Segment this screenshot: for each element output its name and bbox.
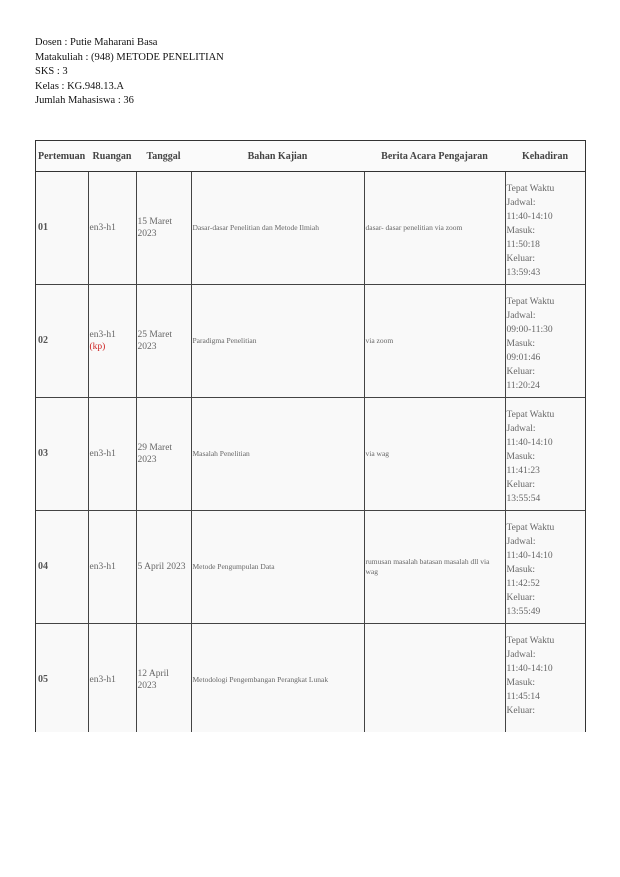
kelas-label: Kelas : KG.948.13.A — [35, 80, 124, 92]
kehadiran-line: 13:59:43 — [506, 268, 541, 278]
kehadiran-line: Tepat Waktu — [506, 410, 555, 420]
berita-acara-cell — [364, 624, 505, 733]
table-header-row — [36, 141, 585, 172]
kehadiran-line: 13:55:54 — [506, 494, 541, 504]
kehadiran-line: Masuk: — [506, 678, 535, 688]
kehadiran-line: Jadwal: — [506, 537, 536, 547]
kehadiran-line: 11:40-14:10 — [506, 664, 553, 674]
col-header-tanggal: Tanggal — [136, 141, 191, 172]
pertemuan-cell: 05 — [36, 624, 88, 733]
kehadiran-line: Masuk: — [506, 452, 535, 462]
attendance-table-container — [35, 140, 586, 732]
bahan-kajian-cell: Metode Pengumpulan Data — [191, 511, 364, 624]
kehadiran-cell — [505, 511, 585, 624]
kehadiran-line: Jadwal: — [506, 650, 536, 660]
berita-acara-cell: via zoom — [364, 285, 505, 398]
table-row — [36, 172, 585, 285]
kehadiran-line: Jadwal: — [506, 198, 536, 208]
ruangan-note: (kp) — [89, 342, 106, 352]
kehadiran-line: 11:40-14:10 — [506, 551, 553, 561]
ruangan-value: en3-h1 — [89, 449, 116, 459]
kehadiran-cell — [505, 398, 585, 511]
ruangan-value: en3-h1 — [89, 223, 116, 233]
bahan-kajian-cell: Dasar-dasar Penelitian dan Metode Ilmiah — [191, 172, 364, 285]
col-header-bahan-kajian: Bahan Kajian — [191, 141, 364, 172]
pertemuan-cell: 02 — [36, 285, 88, 398]
kehadiran-line: Keluar: — [506, 593, 535, 603]
kehadiran-line: Keluar: — [506, 367, 535, 377]
kehadiran-line: 11:50:18 — [506, 240, 540, 250]
ruangan-value: en3-h1 — [89, 330, 116, 340]
kehadiran-line: Masuk: — [506, 565, 535, 575]
kehadiran-line: Jadwal: — [506, 424, 536, 434]
ruangan-cell — [88, 172, 136, 285]
kehadiran-line: 13:55:49 — [506, 607, 541, 617]
kehadiran-line: 11:41:23 — [506, 466, 540, 476]
kehadiran-line: 11:40-14:10 — [506, 212, 553, 222]
kehadiran-line: 11:20:24 — [506, 381, 540, 391]
kehadiran-line: Keluar: — [506, 480, 535, 490]
attendance-table — [36, 141, 585, 732]
kehadiran-line: Jadwal: — [506, 311, 536, 321]
berita-acara-cell: via wag — [364, 398, 505, 511]
table-row — [36, 285, 585, 398]
bahan-kajian-cell: Masalah Penelitian — [191, 398, 364, 511]
kehadiran-line: Keluar: — [506, 254, 535, 264]
table-row — [36, 624, 585, 733]
col-header-kehadiran: Kehadiran — [505, 141, 585, 172]
kehadiran-line: Masuk: — [506, 339, 535, 349]
kehadiran-line: Tepat Waktu — [506, 297, 555, 307]
kehadiran-cell — [505, 624, 585, 733]
kehadiran-line: 11:45:14 — [506, 692, 540, 702]
col-header-berita-acara: Berita Acara Pengajaran — [364, 141, 505, 172]
tanggal-cell: 5 April 2023 — [136, 511, 191, 624]
kehadiran-line: Keluar: — [506, 706, 535, 716]
dosen-label: Dosen : Putie Maharani Basa — [35, 37, 158, 48]
kehadiran-line: Masuk: — [506, 226, 535, 236]
ruangan-cell — [88, 511, 136, 624]
sks-label: SKS : 3 — [35, 66, 68, 77]
ruangan-value: en3-h1 — [89, 675, 116, 685]
kehadiran-line: 11:42:52 — [506, 579, 540, 589]
col-header-ruangan: Ruangan — [88, 141, 136, 172]
ruangan-value: en3-h1 — [89, 562, 116, 572]
jumlah-mahasiswa-label: Jumlah Mahasiswa : 36 — [35, 95, 134, 106]
berita-acara-cell: dasar- dasar penelitian via zoom — [364, 172, 505, 285]
document-header — [35, 36, 224, 109]
pertemuan-cell: 01 — [36, 172, 88, 285]
pertemuan-cell: 04 — [36, 511, 88, 624]
ruangan-cell — [88, 398, 136, 511]
pertemuan-cell: 03 — [36, 398, 88, 511]
kehadiran-cell — [505, 285, 585, 398]
kehadiran-line: 09:01:46 — [506, 353, 541, 363]
kehadiran-line: Tepat Waktu — [506, 184, 555, 194]
tanggal-cell: 12 April 2023 — [136, 624, 191, 733]
ruangan-cell — [88, 624, 136, 733]
kehadiran-line: 09:00-11:30 — [506, 325, 553, 335]
kehadiran-line: Tepat Waktu — [506, 523, 555, 533]
bahan-kajian-cell: Paradigma Penelitian — [191, 285, 364, 398]
kehadiran-line: 11:40-14:10 — [506, 438, 553, 448]
berita-acara-cell: rumusan masalah batasan masalah dll via wag — [364, 511, 505, 624]
kehadiran-line: Tepat Waktu — [506, 636, 555, 646]
table-row — [36, 398, 585, 511]
bahan-kajian-cell: Metodologi Pengembangan Perangkat Lunak — [191, 624, 364, 733]
tanggal-cell: 29 Maret 2023 — [136, 398, 191, 511]
kehadiran-cell — [505, 172, 585, 285]
tanggal-cell: 15 Maret 2023 — [136, 172, 191, 285]
table-row — [36, 511, 585, 624]
ruangan-cell — [88, 285, 136, 398]
col-header-pertemuan: Pertemuan — [36, 141, 88, 172]
matakuliah-label: Matakuliah : (948) METODE PENELITIAN — [35, 51, 224, 63]
tanggal-cell: 25 Maret 2023 — [136, 285, 191, 398]
